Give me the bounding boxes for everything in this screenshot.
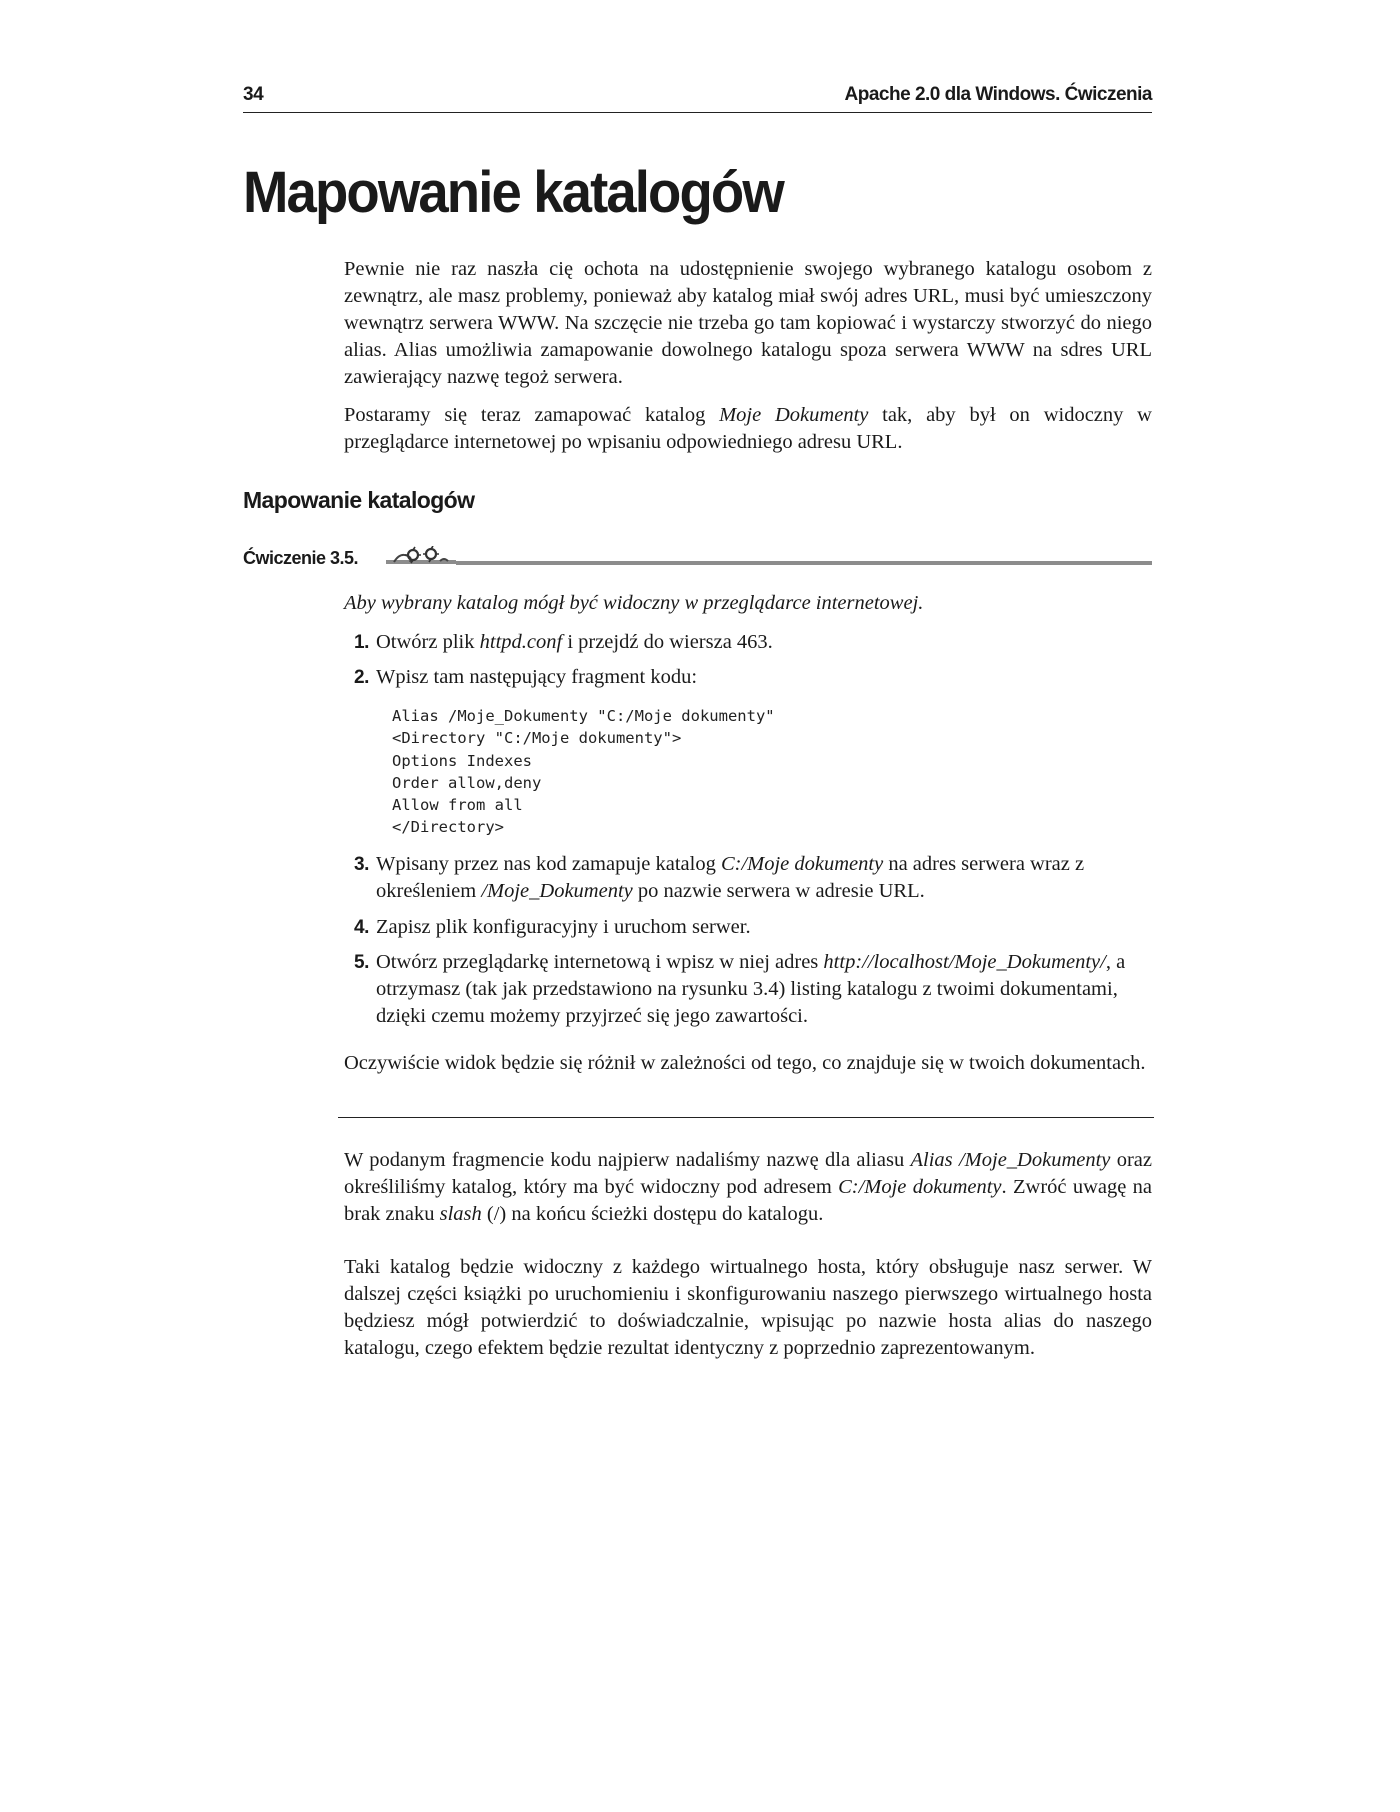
explanation-paragraph-2-text: Taki katalog będzie widoczny z każdego wirtualnego hosta, który obsługuje nasz serwer. W dalszej części książki po uruchomieniu i skonfigurowaniu naszego pierwszego wirtualnego hosta będziesz mógł potwierdzić to doświadczalnie, wpisując po nazwie hosta alias do naszego katalogu, czego efektem będzie rezultat identyczny z poprzednio zaprezentowanym. <box>344 1256 1152 1359</box>
step-number: 4. <box>354 917 369 938</box>
code-line: <Directory "C:/Moje dokumenty"> <box>392 729 682 748</box>
expl-p1-d: (/) na końcu ścieżki dostępu do katalogu. <box>481 1203 824 1225</box>
expl-p1-b: oraz określiliśmy katalog, który ma być widoczny pod adresem <box>344 1149 1152 1198</box>
step-number: 3. <box>354 854 369 875</box>
step-1-before: Otwórz plik <box>376 631 480 653</box>
intro-paragraph-1-text: Pewnie nie raz naszła cię ochota na udostępnienie swojego wybranego katalogu osobom z zewnątrz, ale masz problemy, ponieważ aby katalog miał swój adres URL, musi być umieszczony wewnątrz serwera WWW. Na szczęcie nie trzeba go tam kopiować i wystarczy stworzyć do niego alias. Alias umożliwia zamapowanie dowolnego katalogu spoza serwera WWW na sdres URL zawierający nazwę tegoż serwera. <box>344 258 1152 388</box>
exercise-rule <box>456 561 1152 565</box>
running-title: Apache 2.0 dla Windows. Ćwiczenia <box>844 84 1152 105</box>
code-line: Alias /Moje_Dokumenty "C:/Moje dokumenty" <box>392 707 775 725</box>
step-4-body <box>354 914 1152 941</box>
step-5-url: http://localhost/Moje_Dokumenty/ <box>823 951 1106 973</box>
expl-p1-c: . Zwróć uwagę na brak znaku <box>344 1176 1153 1225</box>
exercise-end-divider <box>338 1117 1154 1118</box>
expl-p1-a: W podanym fragmencie kodu najpierw nadaliśmy nazwę dla aliasu <box>344 1149 911 1171</box>
step-2-text: Wpisz tam następujący fragment kodu: <box>376 666 698 688</box>
step-1 <box>354 629 1152 656</box>
code-block <box>392 705 775 839</box>
step-4-text: Zapisz plik konfiguracyjny i uruchom serwer. <box>376 916 751 938</box>
step-5-body <box>354 949 1152 1030</box>
step-3-italic-2: /Moje_Dokumenty <box>481 880 633 902</box>
exercise-label: Ćwiczenie 3.5. <box>243 548 359 568</box>
section-heading: Mapowanie katalogów <box>243 487 475 513</box>
step-3-after: po nazwie serwera w adresie URL. <box>632 880 925 902</box>
expl-p1-italic-3: slash <box>439 1203 482 1225</box>
explanation-paragraph-2 <box>344 1254 1152 1362</box>
step-3 <box>354 851 1152 905</box>
explanation-paragraph-1-text <box>344 1147 1152 1228</box>
exercise-ornament-icon <box>386 546 456 570</box>
expl-p1-italic-1: Alias /Moje_Dokumenty <box>910 1149 1111 1171</box>
intro-p2-italic: Moje Dokumenty <box>719 404 869 426</box>
chapter-title: Mapowanie katalogów <box>243 160 783 225</box>
step-5 <box>354 949 1152 1030</box>
intro-p2-before: Postaramy się teraz zamapować katalog <box>344 404 720 426</box>
step-5-before: Otwórz przeglądarkę internetową i wpisz w niej adres <box>376 951 824 973</box>
step-3-before: Wpisany przez nas kod zamapuje katalog <box>376 853 721 875</box>
intro-paragraph-2 <box>344 402 1152 456</box>
code-line: Order allow,deny <box>392 773 542 792</box>
exercise-intro: Aby wybrany katalog mógł być widoczny w przeglądarce internetowej. <box>344 592 924 614</box>
step-1-body <box>354 629 1152 656</box>
intro-p2-after: tak, aby był on widoczny w przeglądarce internetowej po wpisaniu odpowiedniego adresu URL. <box>344 404 1152 453</box>
step-number: 2. <box>354 667 369 688</box>
after-steps-paragraph <box>344 1050 1152 1077</box>
page-header <box>243 84 1152 113</box>
step-5-after: , a otrzymasz (tak jak przedstawiono na rysunku 3.4) listing katalogu z twoimi dokumentami, dzięki czemu możemy przyjrzeć się jego zawartości. <box>376 951 1126 1027</box>
step-3-italic-1: C:/Moje dokumenty <box>720 853 884 875</box>
page-number: 34 <box>243 84 264 105</box>
code-line: </Directory> <box>392 818 504 837</box>
exercise-header <box>243 546 1152 572</box>
step-3-body <box>354 851 1152 905</box>
step-2 <box>354 664 1152 691</box>
step-2-body <box>354 664 1152 691</box>
intro-paragraph-1 <box>344 256 1152 391</box>
after-steps-text: Oczywiście widok będzie się różnił w zależności od tego, co znajduje się w twoich dokumentach. <box>344 1052 1146 1074</box>
step-1-after: i przejdź do wiersza 463. <box>562 631 773 653</box>
code-line: Options Indexes <box>392 751 532 770</box>
step-3-middle: na adres serwera wraz z określeniem <box>376 853 1085 902</box>
intro-paragraph-2-text <box>344 402 1152 456</box>
code-line: Allow from all <box>392 796 523 815</box>
step-number: 5. <box>354 952 369 973</box>
explanation-paragraph-1 <box>344 1147 1152 1228</box>
step-number: 1. <box>354 632 369 653</box>
step-1-italic: httpd.conf <box>479 631 563 653</box>
expl-p1-italic-2: C:/Moje dokumenty <box>838 1176 1002 1198</box>
step-4 <box>354 914 1152 941</box>
